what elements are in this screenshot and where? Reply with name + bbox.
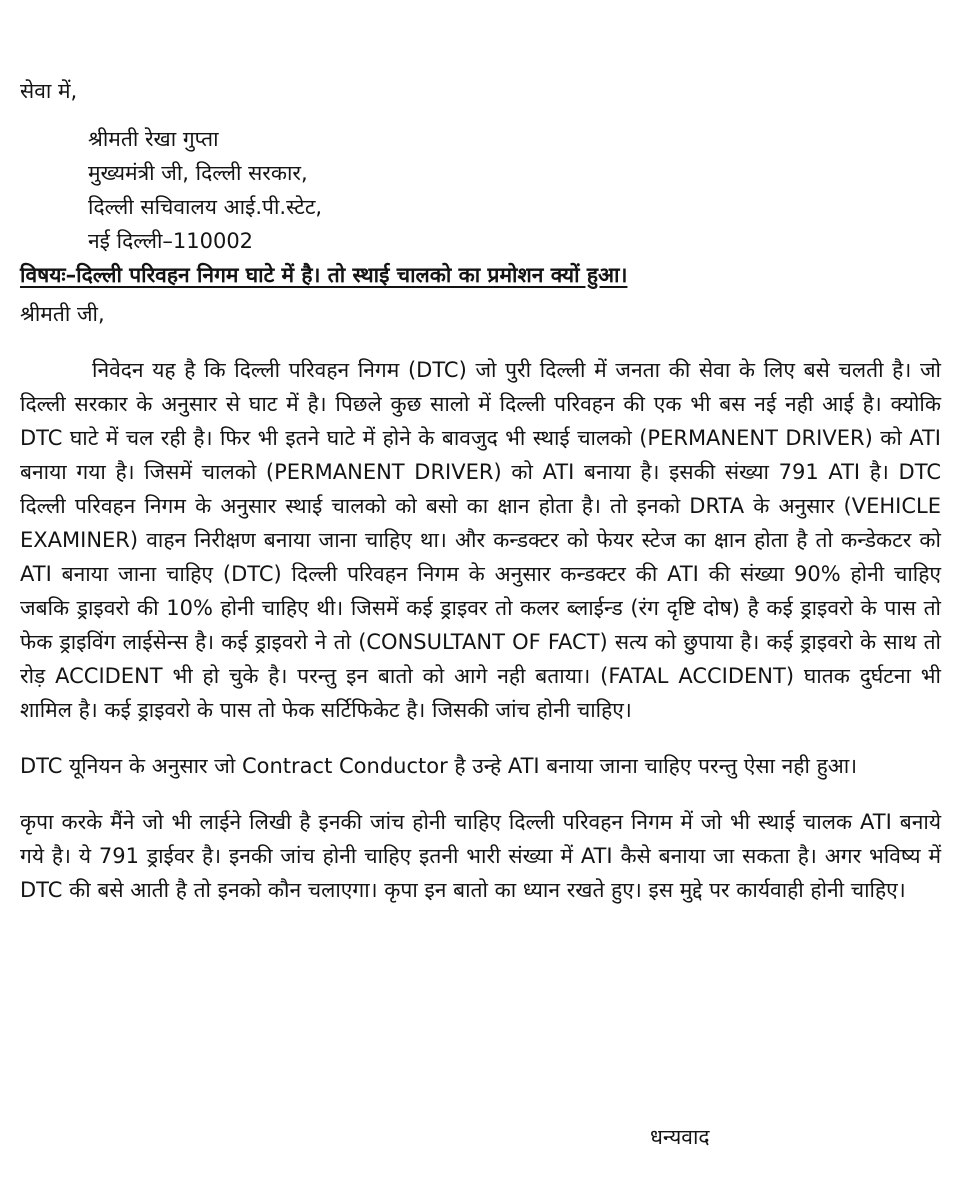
greeting: श्रीमती जी, xyxy=(20,302,105,326)
body-paragraph-1: निवेदन यह है कि दिल्ली परिवहन निगम (DTC) जो पुरी दिल्ली में जनता की सेवा के लिए बसे चलती है। जो दिल्ली सरकार के अनुसार से घाट में है। पिछले कुछ सालो में दिल्ली परिवहन की एक भी बस नई नही आई है। क्योकि DTC घाटे में चल रही है। फिर भी इतने घाटे में होने के बावजुद भी स्थाई चालको (PERMANENT DRIVER) को ATI बनाया गया है। जिसमें चालको (PERMANENT DRIVER) को ATI बनाया है। इसकी संख्या 791 ATI है। DTC दिल्ली परिवहन निगम के अनुसार स्थाई चालको को बसो का क्षान होता है। तो इनको DRTA के अनुसार (VEHICLE EXAMINER) वाहन निरीक्षण बनाया जाना चाहिए था। और कन्डक्टर को फेयर स्टेज का क्षान होता है तो कन्डेकटर को ATI बनाया जाना चाहिए (DTC) दिल्ली परिवहन निगम के अनुसार कन्डक्टर की ATI की संख्या 90% होनी चाहिए जबकि ड्राइवरो की 10% होनी चाहिए थी। जिसमें कई ड्राइवर तो कलर ब्लाईन्ड (रंग दृष्टि दोष) है कई ड्राइवरो के पास तो फेक ड्राइविंग लाईसेन्स है। कई ड्राइवरो ने तो (CONSULTANT OF FACT) सत्य को छुपाया है। कई ड्राइवरो के साथ तो रोड़ ACCIDENT भी हो चुके है। परन्तु इन बातो को आगे नही बताया। (FATAL ACCIDENT) घातक दुर्घटना भी शामिल है। कई ड्राइवरो के पास तो फेक सर्टिफिकेट है। जिसकी जांच होनी चाहिए। xyxy=(20,357,941,722)
closing-thanks: धन्यवाद xyxy=(650,1125,710,1149)
recipient-designation: मुख्यमंत्री जी, दिल्ली सरकार, xyxy=(88,160,308,185)
letter-subject: विषयः–दिल्ली परिवहन निगम घाटे में है। तो स्थाई चालको का प्रमोशन क्यों हुआ। xyxy=(20,262,628,287)
recipient-name: श्रीमती रेखा गुप्ता xyxy=(88,126,219,151)
recipient-address xyxy=(88,122,941,258)
recipient-office: दिल्ली सचिवालय आई.पी.स्टेट, xyxy=(88,194,323,219)
salutation-to: सेवा में, xyxy=(20,79,78,103)
body-paragraph-3: कृपा करके मैंने जो भी लाईने लिखी है इनकी जांच होनी चाहिए दिल्ली परिवहन निगम में जो भी स्थाई चालक ATI बनाये गये है। ये 791 ड्राईवर है। इनकी जांच होनी चाहिए इतनी भारी संख्या में ATI कैसे बनाया जा सकता है। अगर भविष्य में DTC की बसे आती है तो इनको कौन चलाएगा। कृपा इन बातो का ध्यान रखते हुए। इस मुद्दे पर कार्यवाही होनी चाहिए। xyxy=(20,809,941,902)
body-paragraph-2: DTC यूनियन के अनुसार जो Contract Conductor है उन्हे ATI बनाया जाना चाहिए परन्तु ऐसा नही हुआ। xyxy=(20,753,858,778)
recipient-city: नई दिल्ली–110002 xyxy=(88,228,254,253)
